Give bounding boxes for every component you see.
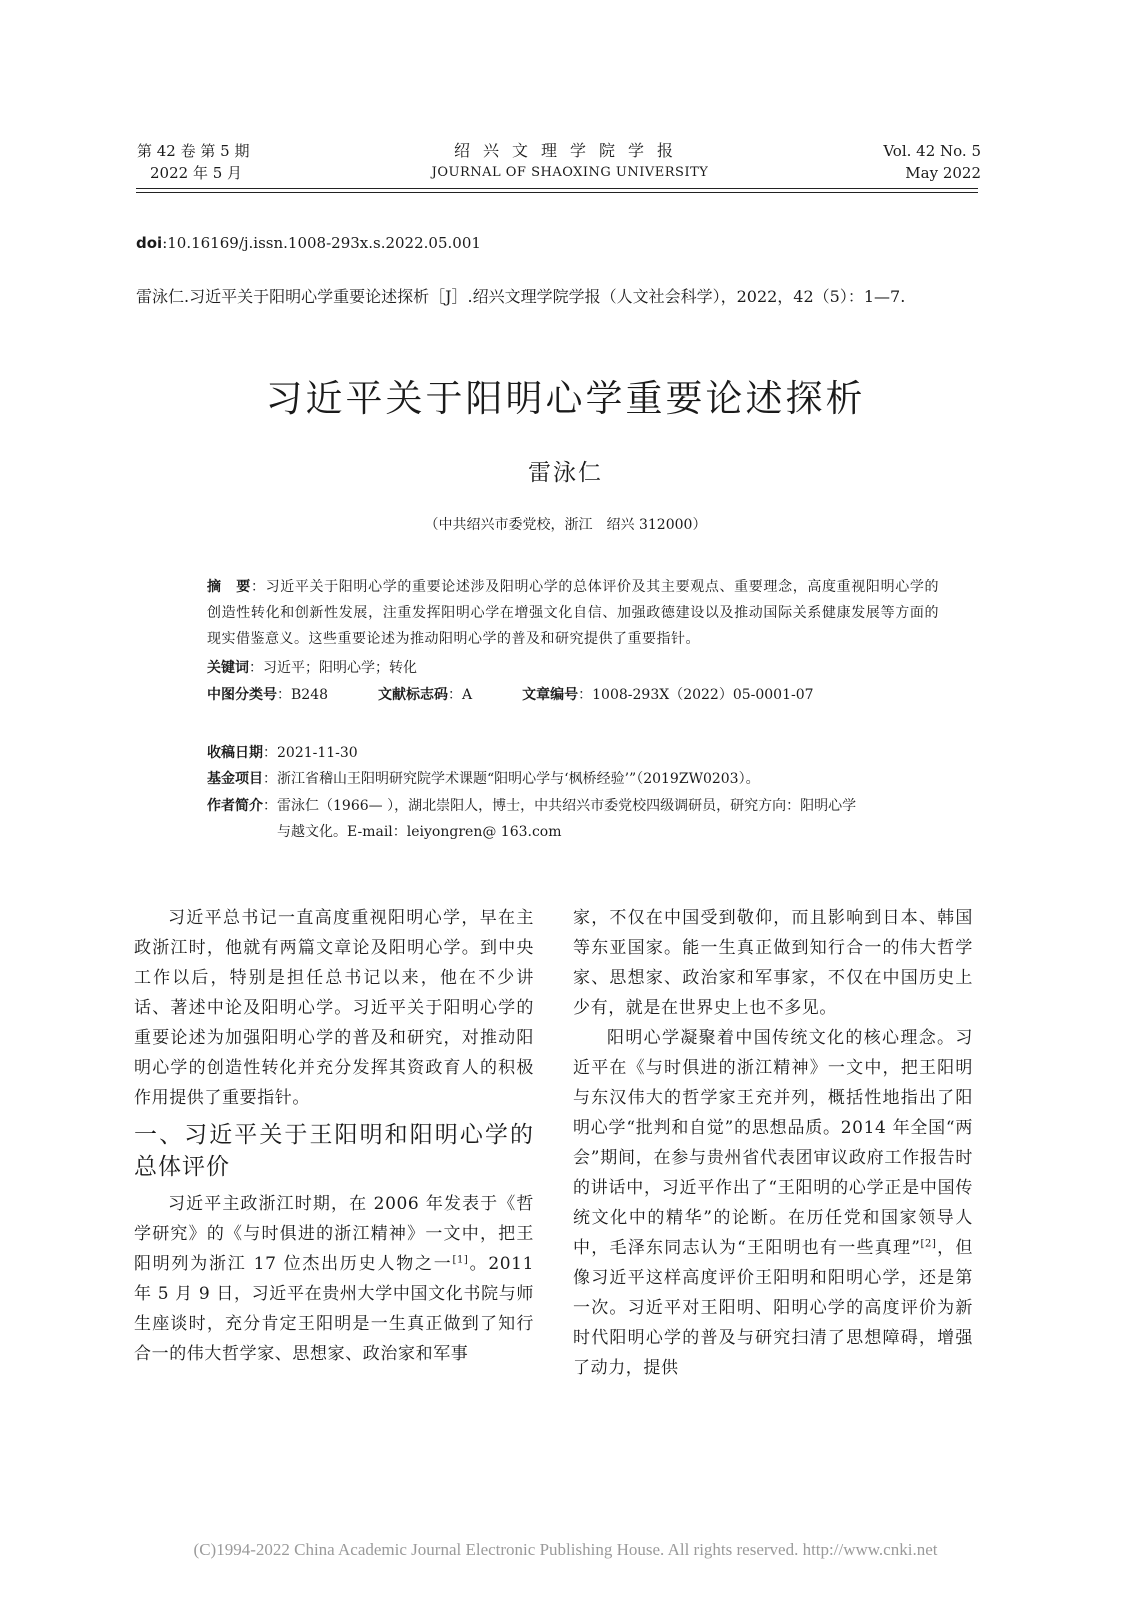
body-paragraph bbox=[134, 1189, 534, 1369]
keywords-text: ：习近平；阳明心学；转化 bbox=[249, 660, 417, 676]
body-paragraph bbox=[573, 1023, 973, 1383]
doi-label: doi bbox=[136, 234, 163, 252]
section-heading: 一、习近平关于王阳明和阳明心学的总体评价 bbox=[134, 1122, 534, 1180]
received-value: ：2021-11-30 bbox=[263, 745, 358, 761]
author-affiliation: （中共绍兴市委党校，浙江 绍兴 312000） bbox=[424, 517, 707, 533]
body-text: ，但像习近平这样高度评价王阳明和阳明心学，还是第一次。习近平对王阳明、阳明心学的高度评价为新时代阳明心学的普及与研究扫清了思想障碍，增强了动力，提供 bbox=[573, 1238, 973, 1378]
fund-value: ：浙江省稽山王阳明研究院学术课题“阳明心学与‘枫桥经验’”（2019ZW0203）。 bbox=[263, 771, 760, 787]
volume-issue: 第 42 卷 第 5 期 bbox=[137, 142, 250, 160]
received-label: 收稿日期 bbox=[207, 745, 263, 761]
clc-label: 中图分类号 bbox=[207, 687, 277, 703]
body-text: 阳明心学凝聚着中国传统文化的核心理念。习近平在《与时俱进的浙江精神》一文中，把王阳明与东汉伟大的哲学家王充并列，概括性地指出了阳明心学“批判和自觉”的思想品质。2014 年全国“两会”期间，在参与贵州省代表团审议政府工作报告时的讲话中，习近平作出了“王阳明的心学正是中国传统文化中的精华”的论断。在历任党和国家领导人中，毛泽东同志认为“王阳明也有一些真理” bbox=[573, 1028, 973, 1258]
bio-line1: ：雷泳仁（1966— ），湖北崇阳人，博士，中共绍兴市委党校四级调研员，研究方向：阳明心学 bbox=[263, 798, 857, 814]
bio-line2: 与越文化。E-mail：leiyongren@ 163.com bbox=[277, 824, 562, 840]
issue-date-en: May 2022 bbox=[905, 164, 981, 182]
header-rule-thick bbox=[136, 188, 978, 189]
body-column-left bbox=[134, 903, 534, 1369]
body-paragraph: 家，不仅在中国受到敬仰，而且影响到日本、韩国等东亚国家。能一生真正做到知行合一的伟大哲学家、思想家、政治家和军事家，不仅在中国历史上少有，就是在世界史上也不多见。 bbox=[573, 908, 973, 1018]
article-title: 习近平关于阳明心学重要论述探析 bbox=[265, 377, 866, 420]
clc-value: ：B248 bbox=[277, 687, 329, 703]
running-header-center bbox=[400, 140, 740, 184]
header-rule-thin bbox=[136, 192, 978, 193]
classification-line bbox=[207, 682, 814, 708]
article-number-label: 文章编号 bbox=[522, 687, 579, 703]
volume-issue-en: Vol. 42 No. 5 bbox=[883, 142, 981, 160]
keywords bbox=[207, 655, 417, 681]
body-text: 习近平主政浙江时期，在 2006 年发表于《哲学研究》的《与时俱进的浙江精神》一文中，把王阳明列为浙江 17 位杰出历史人物之一 bbox=[134, 1194, 534, 1274]
body-column-right bbox=[573, 903, 973, 1383]
abstract-label: 摘 要 bbox=[207, 579, 251, 595]
body-text: 。2011 年 5 月 9 日，习近平在贵州大学中国文化书院与师生座谈时，充分肯定王阳明是一生真正做到了知行合一的伟大哲学家、思想家、政治家和军事 bbox=[134, 1254, 534, 1364]
running-header-right bbox=[883, 140, 981, 184]
fund-project bbox=[207, 766, 939, 792]
body-paragraph: 习近平总书记一直高度重视阳明心学，早在主政浙江时，他就有两篇文章论及阳明心学。到中央工作以后，特别是担任总书记以来，他在不少讲话、著述中论及阳明心学。习近平关于阳明心学的重要论述为加强阳明心学的普及和研究，对推动阳明心学的创造性转化并充分发挥其资政育人的积极作用提供了重要指针。 bbox=[134, 908, 534, 1108]
reference-mark: [2] bbox=[920, 1238, 937, 1250]
journal-name-en: JOURNAL OF SHAOXING UNIVERSITY bbox=[431, 165, 709, 180]
doi-value: :10.16169/j.issn.1008-293x.s.2022.05.001 bbox=[162, 234, 481, 252]
author-bio bbox=[207, 793, 939, 845]
abstract bbox=[207, 574, 939, 652]
journal-name-cn: 绍兴文理学院学报 bbox=[453, 141, 686, 160]
doi-line bbox=[136, 234, 481, 252]
bio-label: 作者简介 bbox=[207, 798, 263, 814]
issue-date: 2022 年 5 月 bbox=[150, 164, 243, 182]
reference-mark: [1] bbox=[452, 1254, 469, 1266]
doc-code-value: ：A bbox=[448, 687, 473, 703]
article-author: 雷泳仁 bbox=[528, 460, 603, 486]
abstract-text: ：习近平关于阳明心学的重要论述涉及阳明心学的总体评价及其主要观点、重要理念，高度重视阳明心学的创造性转化和创新性发展，注重发挥阳明心学在增强文化自信、加强政德建设以及推动国际关系健康发展等方面的现实借鉴意义。这些重要论述为推动阳明心学的普及和研究提供了重要指针。 bbox=[207, 579, 940, 647]
citation-line: 雷泳仁.习近平关于阳明心学重要论述探析［J］.绍兴文理学院学报（人文社会科学），2022，42（5）：1—7. bbox=[136, 287, 906, 306]
fund-label: 基金项目 bbox=[207, 771, 263, 787]
received-date bbox=[207, 740, 939, 766]
copyright-footer: (C)1994-2022 China Academic Journal Electronic Publishing House. All rights reserved. http://www.cnki.net bbox=[193, 1540, 938, 1559]
running-header-left bbox=[137, 140, 249, 184]
article-number-value: ：1008-293X（2022）05-0001-07 bbox=[578, 687, 814, 703]
keywords-label: 关键词 bbox=[207, 660, 249, 676]
doc-code-label: 文献标志码 bbox=[378, 687, 449, 703]
